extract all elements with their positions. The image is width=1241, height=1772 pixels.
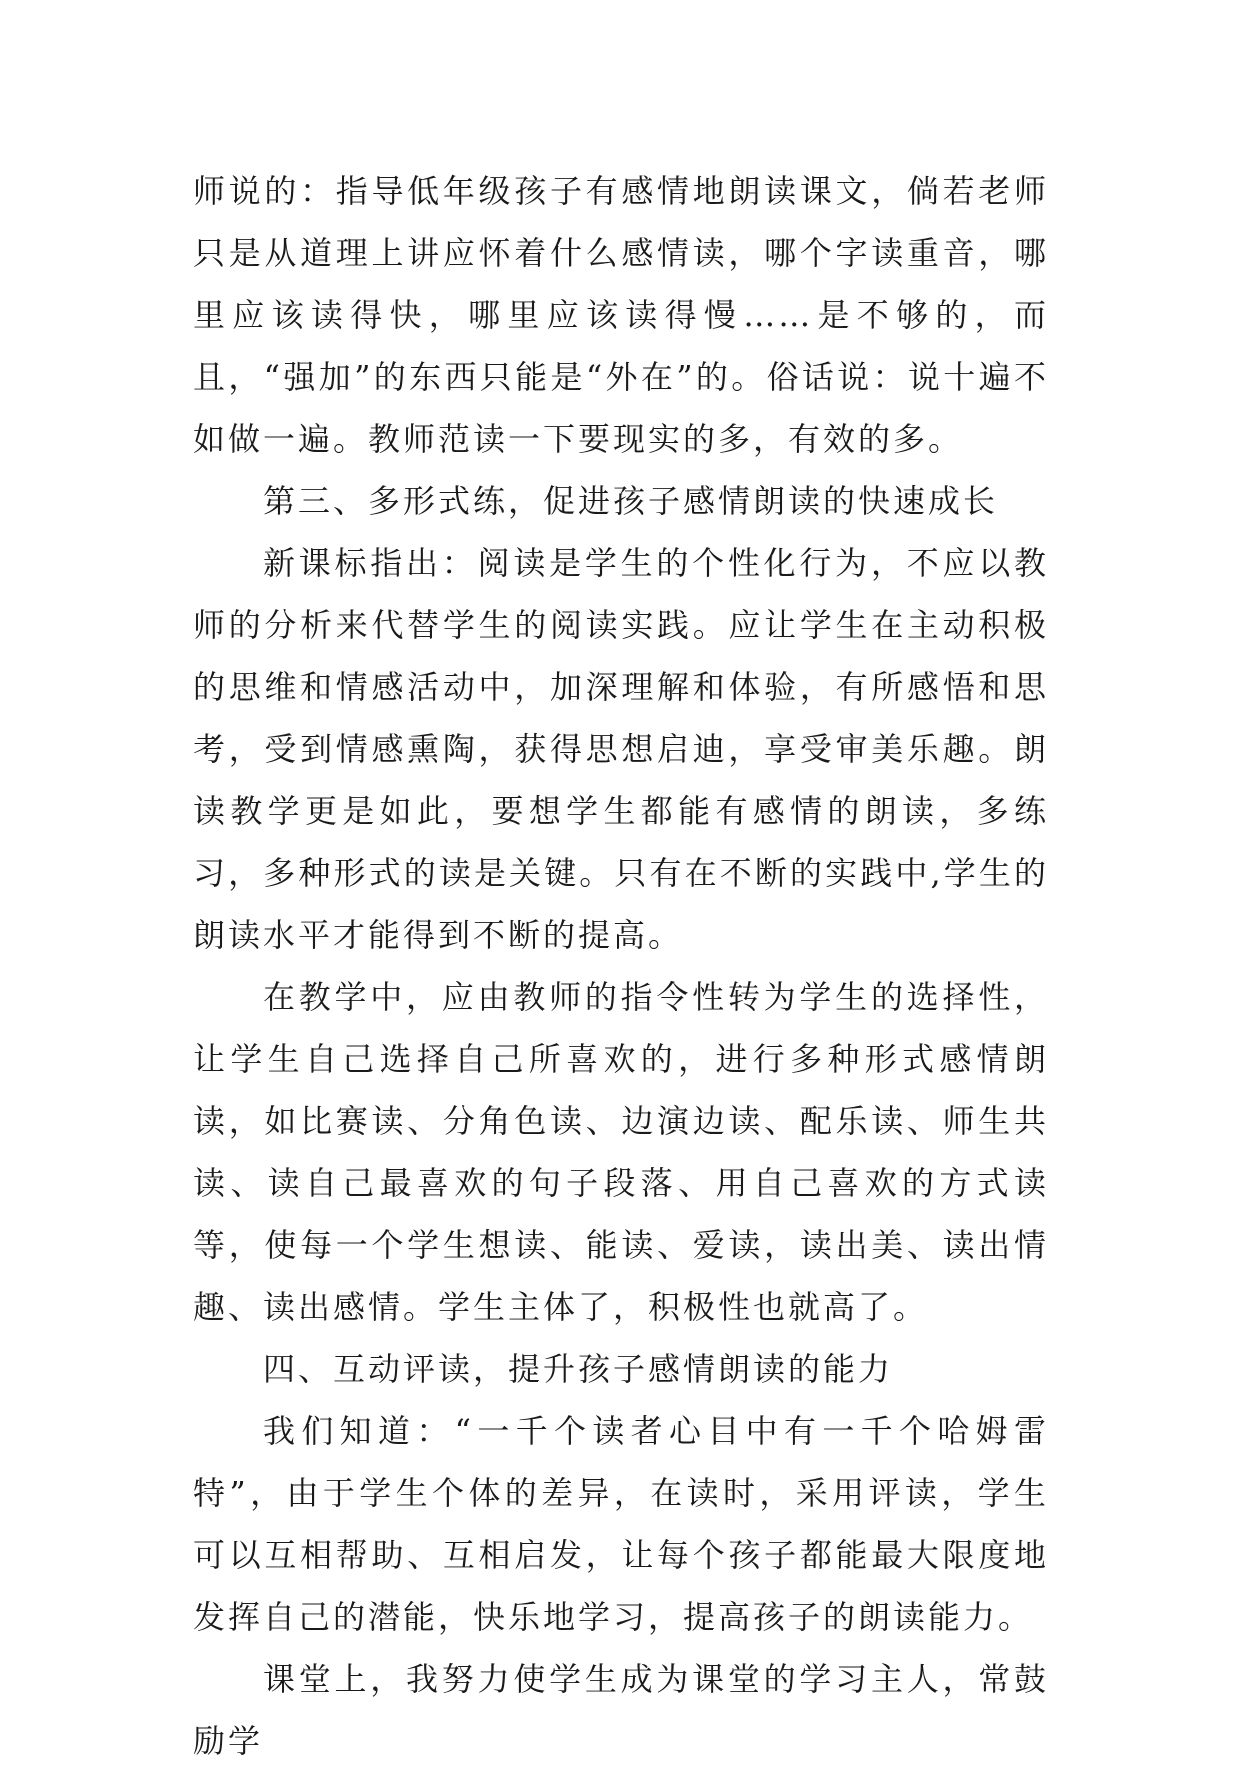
section-heading-three: 第三、多形式练，促进孩子感情朗读的快速成长: [263, 482, 999, 520]
document-body: [193, 160, 1049, 1772]
paragraph-classroom: 课堂上，我努力使学生成为课堂的学习主人，常鼓励学: [193, 1660, 1049, 1760]
paragraph-curriculum: 新课标指出：阅读是学生的个性化行为，不应以教师的分析来代替学生的阅读实践。应让学生在主动积极的思维和情感活动中，加深理解和体验，有所感悟和思考，受到情感熏陶，获得思想启迪，享受审美乐趣。朗读教学更是如此，要想学生都能有感情的朗读，多练习，多种形式的读是关键。只有在不断的实践中,学生的朗读水平才能得到不断的提高。: [193, 544, 1049, 954]
section-heading-four: 四、互动评读，提升孩子感情朗读的能力: [263, 1350, 894, 1388]
paragraph-continuation: 师说的：指导低年级孩子有感情地朗读课文，倘若老师只是从道理上讲应怀着什么感情读，哪个字读重音，哪里应该读得快，哪里应该读得慢……是不够的，而且，“强加”的东西只能是“外在”的。俗话说：说十遍不如做一遍。教师范读一下要现实的多，有效的多。: [193, 172, 1049, 458]
paragraph-hamlet: 我们知道：“一千个读者心目中有一千个哈姆雷特”，由于学生个体的差异，在读时，采用评读，学生可以互相帮助、互相启发，让每个孩子都能最大限度地发挥自己的潜能，快乐地学习，提高孩子的朗读能力。: [193, 1412, 1049, 1636]
paragraph-teaching: 在教学中，应由教师的指令性转为学生的选择性，让学生自己选择自己所喜欢的，进行多种形式感情朗读，如比赛读、分角色读、边演边读、配乐读、师生共读、读自己最喜欢的句子段落、用自己喜欢的方式读等，使每一个学生想读、能读、爱读，读出美、读出情趣、读出感情。学生主体了，积极性也就高了。: [193, 978, 1049, 1326]
